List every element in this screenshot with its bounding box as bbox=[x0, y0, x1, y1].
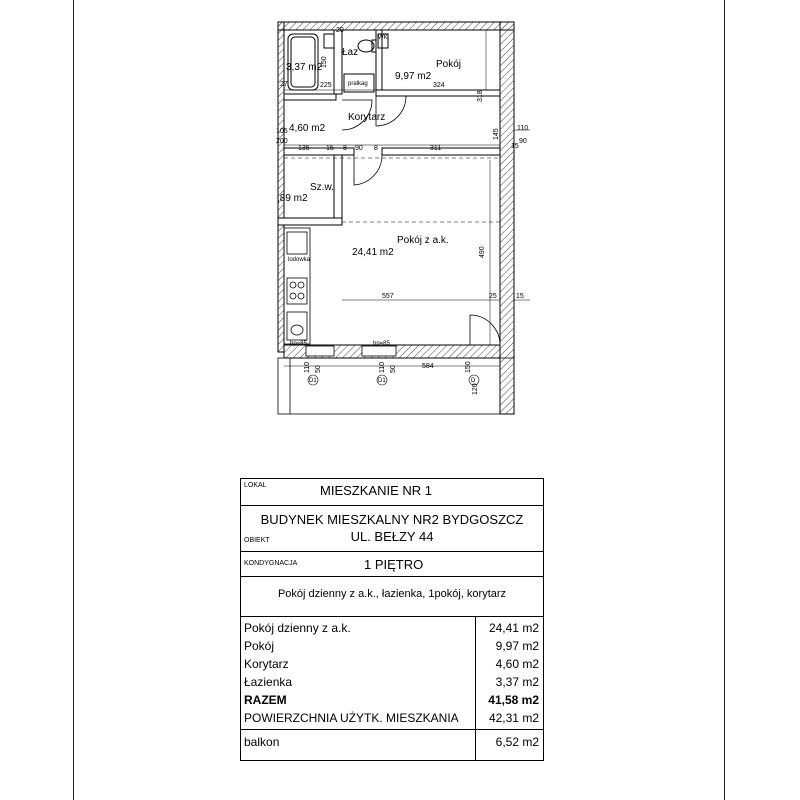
total-name: RAZEM bbox=[244, 693, 287, 707]
room-area-salon: 24,41 m2 bbox=[352, 247, 394, 258]
balcony-name: balkon bbox=[244, 735, 280, 749]
description-row bbox=[241, 577, 543, 617]
dim: 15 bbox=[516, 293, 524, 300]
dim: 20 bbox=[336, 27, 344, 34]
door-mark-3: D bbox=[471, 378, 476, 384]
balcony-value: 6,52 m2 bbox=[495, 735, 539, 749]
area-value: 9,97 m2 bbox=[495, 639, 539, 653]
usable-area-name: POWIERZCHNIA UŻYTK. MIESZKANIA bbox=[244, 711, 459, 725]
area-row bbox=[241, 673, 543, 691]
dim: 110 bbox=[379, 361, 386, 373]
label-hp-2: hp=85 bbox=[373, 341, 390, 347]
dim: 120 bbox=[472, 383, 479, 395]
label-lodowka: lodowka bbox=[288, 257, 311, 263]
usable-area-row bbox=[241, 709, 543, 730]
obiekt-label: OBIEKT bbox=[244, 537, 270, 544]
area-name: Korytarz bbox=[244, 657, 289, 671]
dim: 311 bbox=[430, 145, 442, 152]
dim: 110 bbox=[304, 361, 311, 373]
door-mark-1: D1 bbox=[309, 378, 317, 384]
lokal-row bbox=[241, 479, 543, 506]
area-name: Łazienka bbox=[244, 675, 293, 689]
dim: 15 bbox=[511, 143, 519, 150]
dim: 8 bbox=[343, 145, 347, 152]
door-mark-2: D1 bbox=[378, 378, 386, 384]
room-name-salon: Pokój z a.k. bbox=[397, 235, 449, 246]
room-area-korytarz: 4,60 m2 bbox=[289, 123, 326, 134]
lokal-value: MIESZKANIE NR 1 bbox=[320, 483, 432, 498]
area-name: Pokój bbox=[244, 639, 275, 653]
dim: 584 bbox=[422, 363, 434, 370]
kitchen-counter bbox=[284, 228, 310, 344]
dim: 200 bbox=[276, 138, 288, 145]
dim: 225 bbox=[320, 82, 332, 89]
dim: 318 bbox=[477, 90, 484, 102]
area-value: 24,41 m2 bbox=[488, 621, 539, 635]
dim: 50 bbox=[390, 365, 397, 373]
area-row bbox=[241, 655, 543, 673]
kondygnacja-row bbox=[241, 552, 543, 577]
dim: 25 bbox=[489, 293, 497, 300]
dim: 150 bbox=[321, 56, 328, 68]
obiekt-line-2: UL. BEŁZY 44 bbox=[350, 529, 434, 544]
kondygnacja-label: KONDYGNACJA bbox=[244, 560, 298, 567]
total-value: 41,58 m2 bbox=[488, 693, 539, 707]
obiekt-line-1: BUDYNEK MIESZKALNY NR2 BYDGOSZCZ bbox=[260, 512, 524, 527]
dim: 324 bbox=[433, 82, 445, 89]
description-text: Pokój dzienny z a.k., łazienka, 1pokój, korytarz bbox=[277, 588, 507, 600]
lokal-label: LOKAL bbox=[244, 482, 267, 489]
room-area-bath: 3,37 m2 bbox=[286, 62, 323, 73]
room-name-szw: Sz.w. bbox=[310, 182, 334, 193]
dim: 50 bbox=[315, 365, 322, 373]
dim: 90 bbox=[519, 138, 527, 145]
dim: 490 bbox=[479, 246, 486, 258]
washbasin bbox=[324, 34, 334, 48]
area-value: 3,37 m2 bbox=[495, 675, 539, 689]
dim: 557 bbox=[382, 293, 394, 300]
room-name-bath: Łaz bbox=[342, 47, 359, 58]
dim: 135 bbox=[298, 145, 310, 152]
room-area-szw: ,89 m2 bbox=[277, 193, 308, 204]
obiekt-row bbox=[241, 506, 543, 552]
label-wk: WK bbox=[378, 35, 388, 41]
label-hp-1: hp=85 bbox=[290, 341, 307, 347]
area-name: Pokój dzienny z a.k. bbox=[244, 621, 351, 635]
kondygnacja-value: 1 PIĘTRO bbox=[364, 557, 424, 572]
room-name-korytarz: Korytarz bbox=[348, 112, 386, 123]
usable-area-value: 42,31 m2 bbox=[488, 711, 539, 725]
dim: 110 bbox=[517, 125, 529, 132]
dim: 27 bbox=[280, 81, 288, 88]
area-value: 4,60 m2 bbox=[495, 657, 539, 671]
doors bbox=[342, 96, 500, 345]
balcony-row bbox=[241, 733, 543, 751]
area-row bbox=[241, 637, 543, 655]
total-row bbox=[241, 691, 543, 709]
dim: 8 bbox=[374, 145, 378, 152]
dim: 145 bbox=[493, 128, 500, 140]
apartment-info-table bbox=[240, 478, 544, 761]
dim: 150 bbox=[465, 361, 472, 373]
area-row bbox=[241, 619, 543, 637]
dim: 90 bbox=[355, 145, 363, 152]
dim: 105 bbox=[276, 128, 288, 135]
label-pralka: pralkag bbox=[348, 81, 368, 87]
dim: 15 bbox=[326, 145, 334, 152]
room-area-pokoj: 9,97 m2 bbox=[395, 71, 432, 82]
room-name-pokoj: Pokój bbox=[436, 59, 462, 70]
